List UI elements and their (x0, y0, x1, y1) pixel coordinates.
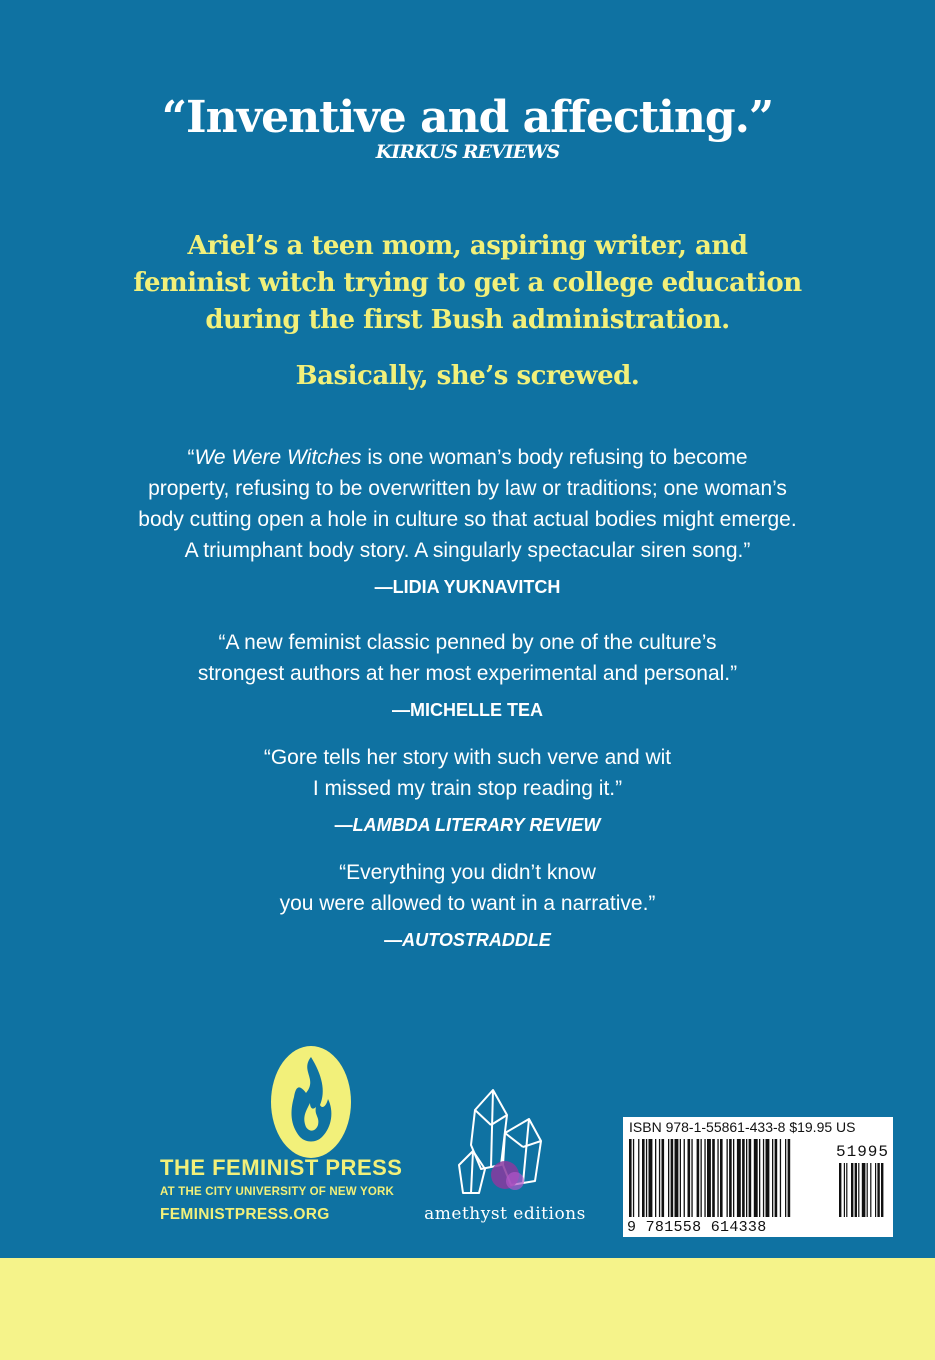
barcode-bar (867, 1163, 868, 1217)
blurb-michelle-tea (0, 627, 935, 726)
barcode-bar (772, 1139, 773, 1217)
headline-source: KIRKUS REVIEWS (375, 141, 560, 163)
crystal-cluster-icon (445, 1085, 565, 1205)
barcode-bar (754, 1139, 758, 1217)
blurb-line: “Everything you didn’t know (339, 861, 596, 884)
barcode-bar (846, 1163, 847, 1217)
publisher-name: THE FEMINIST PRESS (160, 1155, 403, 1180)
barcode-bar (701, 1139, 702, 1217)
blurb-line: “Gore tells her story with such verve and wit (263, 746, 672, 769)
blurb-line: strongest authors at her most experimental and personal.” (197, 662, 738, 685)
barcode-bar (671, 1139, 674, 1217)
tagline (0, 228, 935, 339)
barcode-bar (844, 1163, 845, 1217)
barcode-bar (851, 1163, 853, 1217)
barcode-bar (742, 1139, 745, 1217)
headline-quote (0, 92, 935, 163)
isbn-label: ISBN 978-1-55861-433-8 $19.95 US (629, 1119, 856, 1135)
barcode-bar (737, 1139, 741, 1217)
barcode-bar (668, 1139, 669, 1217)
blurb-lambda-literary (0, 742, 935, 841)
blurb-line: body cutting open a hole in culture so that actual bodies might emerge. (138, 508, 797, 531)
publisher-url: FEMINISTPRESS.ORG (160, 1206, 330, 1223)
blurb-line: property, refusing to be overwritten by law or traditions; one woman’s (148, 477, 787, 500)
barcode-bar (788, 1139, 791, 1217)
tagline-line: feminist witch trying to get a college education (133, 268, 802, 298)
tagline-line: Ariel’s a teen mom, aspiring writer, and (187, 231, 748, 261)
barcode-bar (659, 1139, 660, 1217)
blurb-line: I missed my train stop reading it.” (312, 777, 623, 800)
barcode-bar (749, 1139, 752, 1217)
barcode-bar (729, 1139, 732, 1217)
barcode-bar (733, 1139, 734, 1217)
barcode-bar (877, 1163, 879, 1217)
barcode-bar (680, 1139, 681, 1217)
bottom-color-strip (0, 1258, 935, 1360)
barcode-bar (780, 1139, 781, 1217)
barcode-digits: 9 781558 614338 (627, 1219, 767, 1236)
barcode-bar (675, 1139, 679, 1217)
barcode-bar (646, 1139, 647, 1217)
barcode-bar (875, 1163, 876, 1217)
blurb-line: A triumphant body story. A singularly spectacular siren song.” (184, 539, 751, 562)
barcode-bar (707, 1139, 711, 1217)
barcode-bar (855, 1163, 857, 1217)
flame-oval-icon (270, 1045, 352, 1159)
tagline-kicker: Basically, she’s screwed. (295, 361, 640, 391)
barcode-bar (766, 1139, 770, 1217)
headline-text: “Inventive and affecting.” (161, 92, 774, 143)
barcode-bar (870, 1163, 871, 1217)
book-title: We Were Witches (194, 446, 362, 469)
barcode-bar (662, 1139, 665, 1217)
barcode-bar (649, 1139, 653, 1217)
barcode-bar (697, 1139, 700, 1217)
blurb-attribution: —MICHELLE TEA (392, 700, 543, 720)
imprint-name: amethyst editions (424, 1204, 586, 1224)
blurb-autostraddle (0, 857, 935, 956)
barcode-bar (684, 1139, 685, 1217)
barcode-bar (881, 1163, 883, 1217)
barcode-bar (717, 1139, 718, 1217)
barcode-bar (642, 1139, 645, 1217)
barcode-bar (704, 1139, 705, 1217)
blurb-attribution: —AUTOSTRADDLE (384, 930, 551, 950)
blurb-attribution: —LAMBDA LITERARY REVIEW (334, 815, 601, 835)
barcode-bar (759, 1139, 760, 1217)
barcode-bar (858, 1163, 859, 1217)
barcode-bar (746, 1139, 747, 1217)
barcode-bar (763, 1139, 764, 1217)
tagline-line: during the first Bush administration. (205, 305, 730, 335)
barcode-bar (839, 1163, 841, 1217)
barcode-bar (712, 1139, 715, 1217)
blurb-line: “A new feminist classic penned by one of the culture’s (218, 631, 717, 654)
barcode-bar (688, 1139, 691, 1217)
barcode-bar (691, 1139, 692, 1217)
barcode-bar (655, 1139, 656, 1217)
barcode-box (623, 1117, 893, 1237)
blurb-line: “We Were Witches is one woman’s body refusing to become (187, 446, 748, 469)
barcode-bar (785, 1139, 786, 1217)
publisher-subtitle: AT THE CITY UNIVERSITY OF NEW YORK (160, 1186, 395, 1198)
blurb-attribution: —LIDIA YUKNAVITCH (374, 577, 561, 597)
blurb-line: you were allowed to want in a narrative.” (279, 892, 656, 915)
price-code: 51995 (836, 1143, 890, 1161)
barcode-bar (727, 1139, 728, 1217)
blurb-lidia-yuknavitch (0, 442, 935, 603)
barcode-bar (633, 1139, 634, 1217)
barcode-bar (862, 1163, 866, 1217)
barcode-bar (629, 1139, 632, 1217)
barcode-bar (775, 1139, 778, 1217)
barcode-bar (638, 1139, 639, 1217)
barcode-bar (720, 1139, 723, 1217)
